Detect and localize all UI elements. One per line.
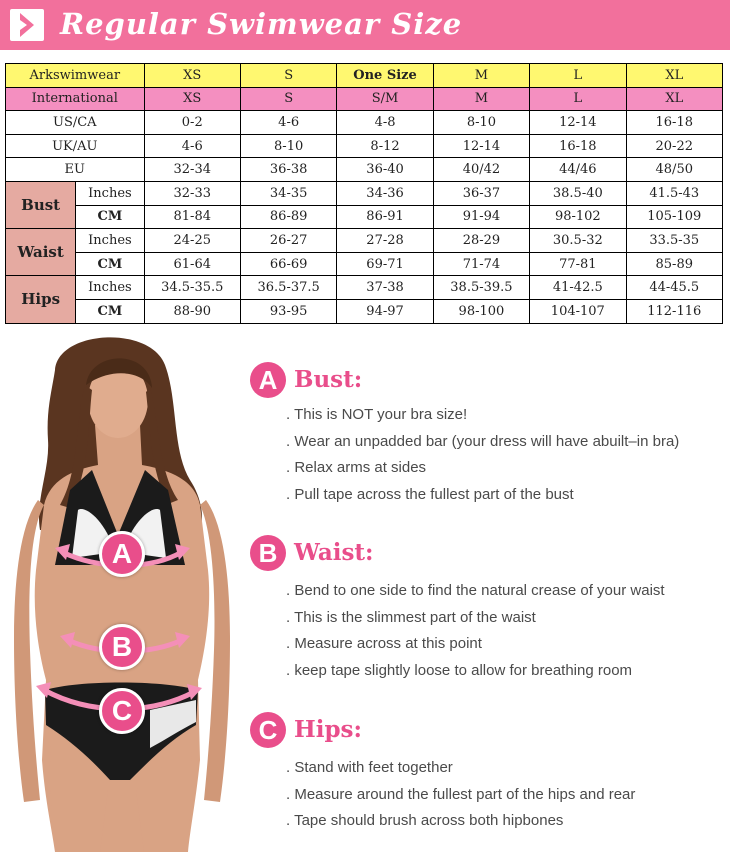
marker-a: A: [99, 531, 145, 577]
size-cell: 112-116: [626, 299, 722, 323]
list-item: . keep tape slightly loose to allow for breathing room: [286, 658, 665, 685]
page-title: Regular Swimwear Size: [60, 7, 463, 41]
table-row: [6, 276, 723, 300]
size-cell: XL: [626, 64, 722, 88]
size-cell: XS: [144, 87, 240, 111]
size-cell: L: [530, 64, 626, 88]
table-row: [6, 252, 723, 276]
bust-title: Bust:: [294, 366, 363, 393]
table-row: [6, 229, 723, 253]
group-label: Hips: [6, 276, 76, 323]
size-cell: 38.5-40: [530, 181, 626, 205]
size-cell: 98-100: [433, 299, 529, 323]
size-cell: 48/50: [626, 158, 722, 182]
size-cell: 36-37: [433, 181, 529, 205]
size-cell: M: [433, 87, 529, 111]
size-cell: XL: [626, 87, 722, 111]
size-cell: 91-94: [433, 205, 529, 229]
list-item: . Bend to one side to find the natural crease of your waist: [286, 578, 665, 605]
table-row: [6, 64, 723, 88]
unit-label: Inches: [76, 229, 144, 253]
size-cell: 66-69: [240, 252, 336, 276]
size-cell: 26-27: [240, 229, 336, 253]
size-cell: 32-33: [144, 181, 240, 205]
size-cell: 98-102: [530, 205, 626, 229]
unit-label: Inches: [76, 181, 144, 205]
size-cell: 12-14: [530, 111, 626, 135]
size-cell: 81-84: [144, 205, 240, 229]
table-row: [6, 134, 723, 158]
row-label: UK/AU: [6, 134, 145, 158]
row-label: Arkswimwear: [6, 64, 145, 88]
size-cell: 94-97: [337, 299, 433, 323]
waist-title: Waist:: [294, 539, 374, 566]
table-row: [6, 87, 723, 111]
unit-label: CM: [76, 252, 144, 276]
size-cell: 69-71: [337, 252, 433, 276]
size-cell: 8-12: [337, 134, 433, 158]
size-cell: 36-40: [337, 158, 433, 182]
list-item: . Measure across at this point: [286, 631, 665, 658]
size-cell: 44/46: [530, 158, 626, 182]
size-cell: 27-28: [337, 229, 433, 253]
size-cell: 41.5-43: [626, 181, 722, 205]
row-label: EU: [6, 158, 145, 182]
bust-tips: [286, 402, 679, 508]
list-item: . Relax arms at sides: [286, 455, 679, 482]
size-cell: 33.5-35: [626, 229, 722, 253]
badge-a: A: [250, 362, 286, 398]
unit-label: CM: [76, 205, 144, 229]
group-label: Waist: [6, 229, 76, 276]
size-cell: 4-6: [240, 111, 336, 135]
row-label: International: [6, 87, 145, 111]
size-cell: 34-35: [240, 181, 336, 205]
list-item: . This is NOT your bra size!: [286, 402, 679, 429]
size-cell: S: [240, 64, 336, 88]
size-cell: 16-18: [530, 134, 626, 158]
header-banner: [0, 0, 730, 50]
size-cell: 44-45.5: [626, 276, 722, 300]
size-cell: 71-74: [433, 252, 529, 276]
size-cell: 12-14: [433, 134, 529, 158]
group-label: Bust: [6, 181, 76, 228]
size-cell: 86-91: [337, 205, 433, 229]
size-cell: 38.5-39.5: [433, 276, 529, 300]
list-item: . Pull tape across the fullest part of the bust: [286, 482, 679, 509]
size-cell: 104-107: [530, 299, 626, 323]
size-cell: 77-81: [530, 252, 626, 276]
size-cell: XS: [144, 64, 240, 88]
size-cell: 16-18: [626, 111, 722, 135]
list-item: . Wear an unpadded bar (your dress will have abuilt–in bra): [286, 429, 679, 456]
size-cell: One Size: [337, 64, 433, 88]
size-cell: 8-10: [240, 134, 336, 158]
size-cell: 36-38: [240, 158, 336, 182]
size-cell: 28-29: [433, 229, 529, 253]
table-row: [6, 181, 723, 205]
size-cell: 61-64: [144, 252, 240, 276]
marker-b: B: [99, 624, 145, 670]
size-cell: 37-38: [337, 276, 433, 300]
size-cell: 34.5-35.5: [144, 276, 240, 300]
waist-tips: [286, 578, 665, 684]
size-cell: 20-22: [626, 134, 722, 158]
model-silhouette-image: [0, 330, 240, 852]
size-cell: 34-36: [337, 181, 433, 205]
table-row: [6, 299, 723, 323]
size-cell: M: [433, 64, 529, 88]
size-cell: 30.5-32: [530, 229, 626, 253]
table-row: [6, 158, 723, 182]
table-row: [6, 111, 723, 135]
size-cell: L: [530, 87, 626, 111]
size-cell: 32-34: [144, 158, 240, 182]
model-figure: [0, 330, 240, 852]
size-cell: S/M: [337, 87, 433, 111]
size-cell: 0-2: [144, 111, 240, 135]
size-cell: 93-95: [240, 299, 336, 323]
size-cell: 85-89: [626, 252, 722, 276]
list-item: . This is the slimmest part of the waist: [286, 605, 665, 632]
size-cell: 8-10: [433, 111, 529, 135]
badge-b: B: [250, 535, 286, 571]
size-cell: 4-8: [337, 111, 433, 135]
size-cell: 40/42: [433, 158, 529, 182]
unit-label: CM: [76, 299, 144, 323]
size-cell: S: [240, 87, 336, 111]
unit-label: Inches: [76, 276, 144, 300]
size-cell: 86-89: [240, 205, 336, 229]
size-cell: 41-42.5: [530, 276, 626, 300]
size-cell: 4-6: [144, 134, 240, 158]
size-chart-table: [5, 63, 723, 324]
table-row: [6, 205, 723, 229]
list-item: . Measure around the fullest part of the hips and rear: [286, 782, 635, 809]
size-cell: 24-25: [144, 229, 240, 253]
hips-tips: [286, 755, 635, 835]
marker-c: C: [99, 688, 145, 734]
size-cell: 105-109: [626, 205, 722, 229]
list-item: . Stand with feet together: [286, 755, 635, 782]
row-label: US/CA: [6, 111, 145, 135]
size-cell: 88-90: [144, 299, 240, 323]
badge-c: C: [250, 712, 286, 748]
chevron-right-icon: [10, 9, 44, 41]
hips-title: Hips:: [294, 716, 362, 743]
size-cell: 36.5-37.5: [240, 276, 336, 300]
list-item: . Tape should brush across both hipbones: [286, 808, 635, 835]
